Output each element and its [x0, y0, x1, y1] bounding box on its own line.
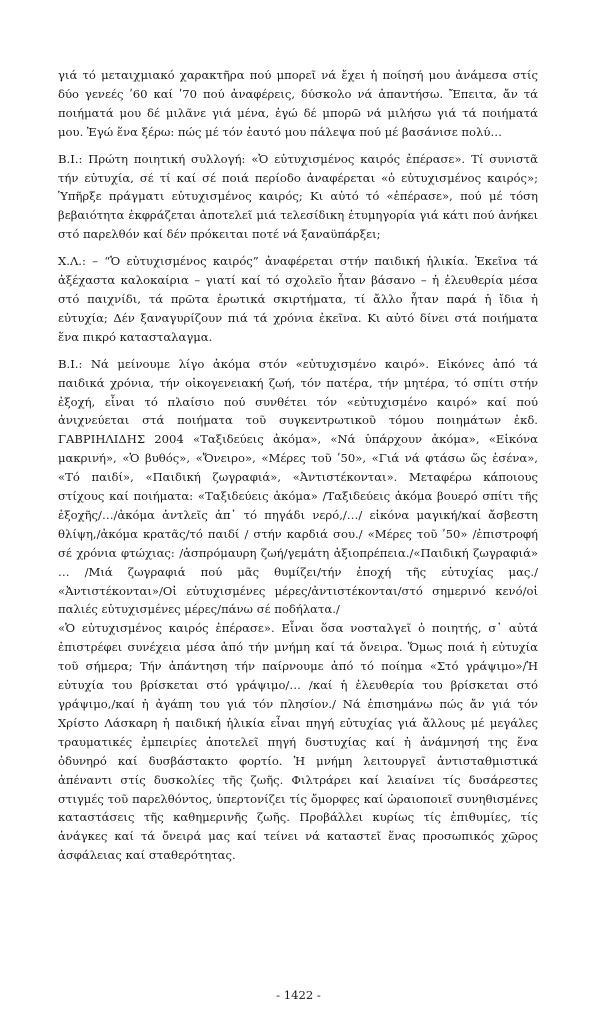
- paragraph-4: Β.Ι.: Νά μείνουμε λίγο ἀκόμα στόν «εὐτυχισμένο καιρό». Εἰκόνες ἀπό τά παιδικά χρόνια, τήν οἰκογενειακή ζωή, τόν πατέρα, τήν μητέρα, τό σπίτι στήν ἐξοχή, εἶναι τό πλαίσιο πού συνθέτει τόν «εὐτυχισμένο καιρό» καί πού ἀνιχνεύεται στά ποιήματα τοῦ συγκεντρωτικοῦ τόμου ποιημάτων ἐκδ. ΓΑΒΡΙΗΛΙΔΗΣ 2004 «Ταξιδεύεις ἀκόμα», «Νά ὑπάρχουν ἀκόμα», «Εἰκόνα μακρινή», «Ὁ βυθός», «Ὄνειρο», «Μέρες τοῦ ʹ50», «Γιά νά φτάσω ὥς ἐσένα», «Τό παιδί», «Παιδική ζωγραφιά», «Ἀντιστέκονται». Μεταφέρω κάποιους στίχους καί ποιήματα: «Ταξιδεύεις ἀκόμα» /Ταξιδεύεις ἀκόμα βουερό σπίτι τῆς ἐξοχῆς/…/ἀκόμα ἀντλεῖς ἀπ᾿ τό πηγάδι νερό,/…/ εἰκόνα μαγική/καί ἄσβεστη θλίψη,/ἀκόμα κρατᾶς/τό παιδί / στήν καρδιά σου./ «Μέρες τοῦ ʹ50» /ἐπιστροφή σέ χρόνια φτώχιας: /ἀσπρόμαυρη ζωή/γεμάτη ἀξιοπρέπεια./«Παιδική ζωγραφιά» … /Μιά ζωγραφιά πού μᾶς θυμίζει/τήν ἐποχή τῆς εὐτυχίας μας./ «Ἀντιστέκονται»/Οἱ εὐτυχισμένες μέρες/ἀντιστέκονται/στό σημερινό κενό/οἱ παλιές εὐτυχισμένες μέρες/πάνω σέ ποδήλατα./: [58, 356, 538, 617]
- page-number: - 1422 -: [276, 988, 321, 1002]
- page-body: [58, 66, 538, 865]
- paragraph-2: Β.Ι.: Πρώτη ποιητική συλλογή: «Ὁ εὐτυχισμένος καιρός ἐπέρασε». Τί συνιστᾶ τήν εὐτυχία, σέ τί καί σέ ποιά περίοδο ἀναφέρεται «ὁ εὐτυχισμένος καιρός»; Ὑπῆρξε πράγματι εὐτυχισμένος καιρός; Κι αὐτό τό «ἐπέρασε», πού μέ τόση βεβαιότητα ἐκφράζεται ἀποτελεῖ μιά τελεσίδικη ἐτυμηγορία γιά κάτι πού ἀνήκει στό παρελθόν καί δέν πρόκειται ποτέ νά ξαναϋπάρξει;: [58, 151, 538, 242]
- paragraph-1: γιά τό μεταιχμιακό χαρακτῆρα πού μπορεῖ νά ἔχει ἡ ποίησή μου ἀνάμεσα στίς δύο γενεές ʹ60 καί ʹ70 πού ἀναφέρεις, δύσκολο νά ἀπαντήσω. Ἔπειτα, ἄν τά ποιήματά μου δέ μιλᾶνε γιά μένα, ἐγώ δέ μπορῶ νά μιλήσω γιά τά ποιήματά μου. Ἐγώ ἕνα ξέρω: πώς μέ τόν ἑαυτό μου πάλεψα πού μέ βασάνισε πολύ…: [58, 68, 538, 139]
- paragraph-3: Χ.Λ.: – “Ὁ εὐτυχισμένος καιρός” ἀναφέρεται στήν παιδική ἡλικία. Ἐκεῖνα τά ἀξέχαστα καλοκαίρια – γιατί καί τό σχολεῖο ἦταν βάσανο – ἡ ἐλευθερία μέσα στό παιχνίδι, τά πρῶτα ἐρωτικά σκιρτήματα, τί ἄλλο ἦταν παρά ἡ ἴδια ἡ εὐτυχία; Δέν ξαναγυρίζουν πιά τά χρόνια ἐκεῖνα. Κι αὐτό δίνει στά ποιήματα ἕνα πικρό κατασταλαγμα.: [58, 254, 538, 344]
- paragraph-5: «Ὁ εὐτυχισμένος καιρός ἐπέρασε». Εἶναι ὅσα νοσταλγεῖ ὁ ποιητής, σ᾿ αὐτά ἐπιστρέφει συνέχεια μέσα ἀπό τήν μνήμη καί τά ὄνειρα. Ὅμως ποιά ἡ εὐτυχία τοῦ σήμερα; Τήν ἀπάντηση τήν παίρνουμε ἀπό τό ποίημα «Στό γράψιμο»/Ἡ εὐτυχία του βρίσκεται στό γράψιμο/… /καί ἡ ἐλευθερία του βρίσκεται στό γράψιμο,/καί ἡ ἀγάπη του γιά τόν πλησίον./ Νά ἐπισημάνω πώς ἄν γιά τόν Χρίστο Λάσκαρη ἡ παιδική ἡλικία εἶναι πηγή εὐτυχίας γιά ἄλλους μέ μεγάλες τραυματικές ἐμπειρίες ἀποτελεῖ πηγή δυστυχίας καί ἡ ἀνάμνησή της ἕνα ὀδυνηρό καί δυσβάστακτο φορτίο. Ἡ μνήμη λειτουργεῖ ἀντισταθμιστικά ἀπέναντι στίς δυσκολίες τῆς ζωῆς. Φιλτράρει καί λειαίνει τίς δυσάρεστες στιγμές τοῦ παρελθόντος, ὑπερτονίζει τίς ὄμορφες καί ὡραιοποιεῖ συνηθισμένες καταστάσεις τῆς καθημερινῆς ζωῆς. Προβάλλει κυρίως τίς ἐπιθυμίες, τίς ἀνάγκες καί τά ὄνειρά μας καί τείνει νά καταστεῖ ἕνας προσωπικός χῶρος ἀσφάλειας καί σταθερότητας.: [58, 621, 538, 863]
